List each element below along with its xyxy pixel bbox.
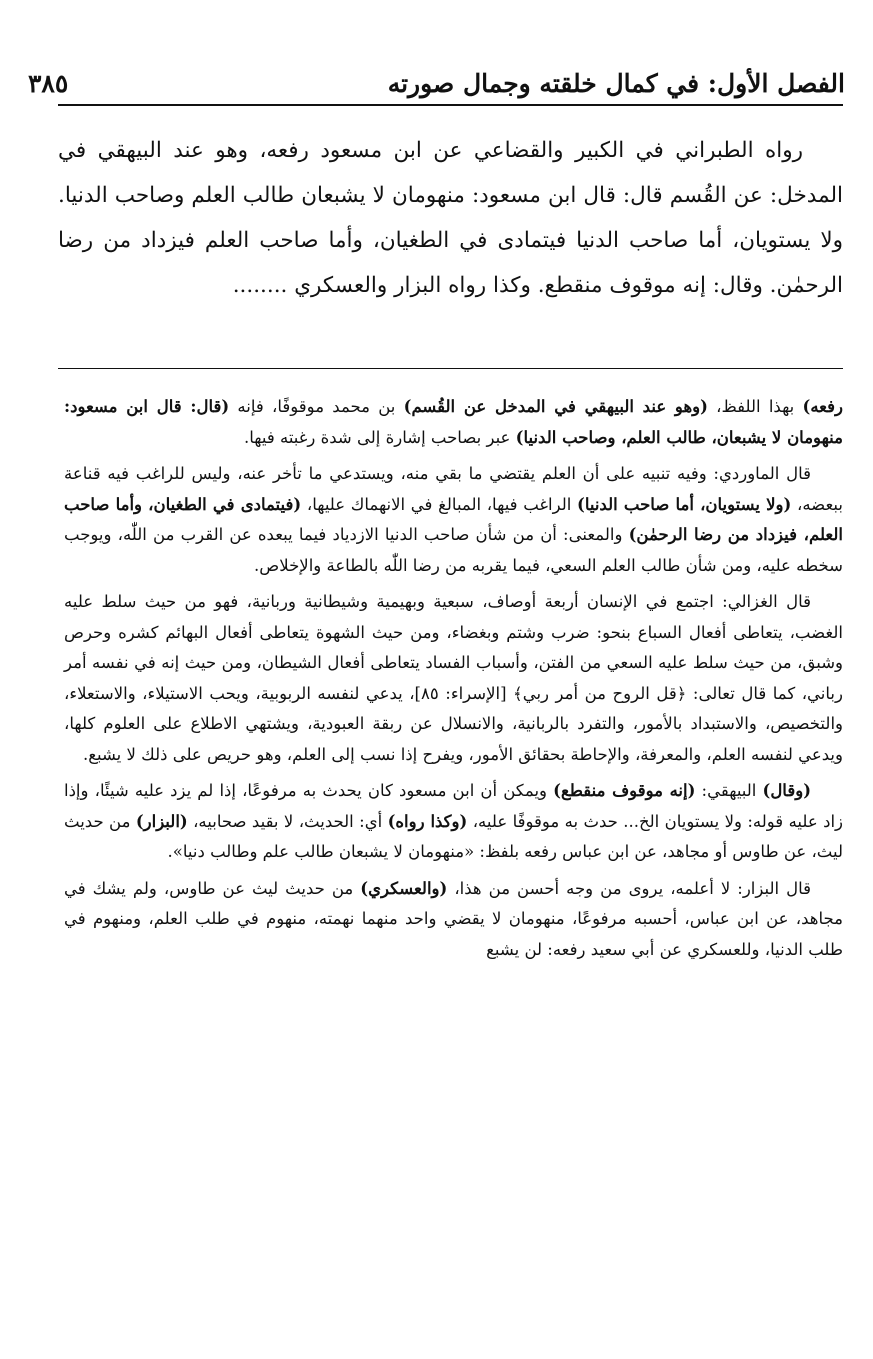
quoted-phrase: (إنه موقوف منقطع) <box>553 781 696 800</box>
commentary-text: ويمكن أن ابن مسعود كان يحدث به مرفوعًا، إذا لم يزد عليه شيئًا، وإذا زاد عليه قوله: ولا يستويان الخ... حدث به موقوفًا عليه، <box>64 781 844 831</box>
commentary-text: البيهقي: <box>695 781 763 800</box>
quoted-phrase: رفعه) <box>802 397 843 416</box>
quoted-phrase: (وقال) <box>762 781 812 800</box>
commentary-text: أي: الحديث، لا بقيد صحابيه، <box>187 811 388 831</box>
running-header <box>28 56 845 100</box>
commentary-paragraph-3: قال الغزالي: اجتمع في الإنسان أربعة أوصاف، سبعية وبهيمية وشيطانية وربانية، فهو من حيث سلط عليه الغضب، يتعاطى أفعال السباع بنحو: ضرب وشتم وبغضاء، ومن حيث الشهوة يتعاطى أفعال البهائم كشره وحرص وشبق، من حيث سلط عليه السعي من الفتن، وأسباب الفساد يتعاطى أفعال الشيطان، ومن حيث إنه في نفسه أمر رباني، كما قال تعالى: ﴿قل الروح من أمر ربي﴾ [الإسراء: ٨٥]، يدعي لنفسه الربوبية، ويحب الاستيلاء، والاستعلاء، والتخصيص، والاستبداد بالأمور، والتفرد بالربانية، والانسلال عن ربقة العبودية، ويشتهي الاطلاع على العلوم كلها، ويدعي لنفسه العلم، والمعرفة، والإحاطة بحقائق الأمور، ويفرح إذا نسب إلى العلم، وهو حريص على ذلك لا يشبع. <box>64 592 843 764</box>
quoted-phrase: (البزار) <box>135 811 188 831</box>
commentary-paragraph-5 <box>64 874 843 966</box>
commentary-text: من حديث ليث عن طاوس، ولم يشك في مجاهد، عن ابن عباس، أحسبه مرفوعًا، منهومان لا يقضي واحد منهما نهمته، منهوم في طلب العلم، ومنهوم في طلب الدنيا، وللعسكري عن أبي سعيد رفعه: لن يشبع <box>64 878 843 959</box>
commentary-text: بهذا اللفظ، <box>707 397 803 416</box>
commentary-text: قال البزار: لا أعلمه، يروى من وجه أحسن من هذا، <box>447 878 811 898</box>
commentary-text: الراغب فيها، المبالغ في الانهماك عليها، <box>301 494 578 514</box>
main-text-block <box>58 128 843 308</box>
commentary-text: عبر بصاحب إشارة إلى شدة رغبته فيها. <box>243 427 516 447</box>
quoted-phrase: (والعسكري) <box>360 878 448 898</box>
quoted-phrase: (فيتمادى في الطغيان، وأما صاحب العلم، فيزداد من رضا الرحمٰن) <box>64 494 844 544</box>
page-number: ٣٨٥ <box>28 69 69 98</box>
main-text-paragraph: رواه الطبراني في الكبير والقضاعي عن ابن مسعود رفعه، وهو عند البيهقي في المدخل: عن القُسم قال: قال ابن مسعود: منهومان لا يشبعان طالب العلم وصاحب الدنيا. ولا يستويان، أما صاحب الدنيا فيتمادى في الطغيان، وأما صاحب العلم فيزداد من رضا الرحمٰن. وقال: إنه موقوف منقطع. وكذا رواه البزار والعسكري ........ <box>58 138 843 298</box>
quoted-phrase: (قال: قال ابن مسعود: منهومان لا يشبعان، طالب العلم، وصاحب الدنيا) <box>64 397 843 447</box>
commentary-text: بن محمد موقوفًا، فإنه <box>229 397 404 416</box>
header-rule <box>58 104 843 106</box>
quoted-phrase: (وهو عند البيهقي في المدخل عن القُسم) <box>403 397 708 416</box>
commentary-text: والمعنى: أن من شأن صاحب الدنيا الازدياد فيما يبعده عن القرب من اللّٰه، ويوجب سخطه عليه، ومن شأن طالب العلم السعي، فيما يقربه من رضا اللّٰه بالطاعة والإخلاص. <box>64 525 843 575</box>
commentary-paragraph-2 <box>64 459 843 581</box>
chapter-title: الفصل الأول: في كمال خلقته وجمال صورته <box>387 69 845 98</box>
quoted-phrase: (وكذا رواه) <box>387 811 468 831</box>
commentary-text: من حديث ليث، عن طاوس أو مجاهد، عن ابن عباس رفعه بلفظ: «منهومان لا يشبعان طالب علم وطالب دنيا». <box>64 811 843 861</box>
commentary-paragraph-4 <box>64 776 843 868</box>
commentary-paragraph-1 <box>64 392 843 453</box>
commentary-text: قال الماوردي: وفيه تنبيه على أن العلم يقتضي ما بقي منه، ويستدعي ما تأخر عنه، وليس للراغب فيه قناعة ببعضه، <box>64 464 844 514</box>
commentary-block <box>64 392 843 971</box>
quoted-phrase: (ولا يستويان، أما صاحب الدنيا) <box>577 494 792 514</box>
separator-rule <box>58 368 843 369</box>
